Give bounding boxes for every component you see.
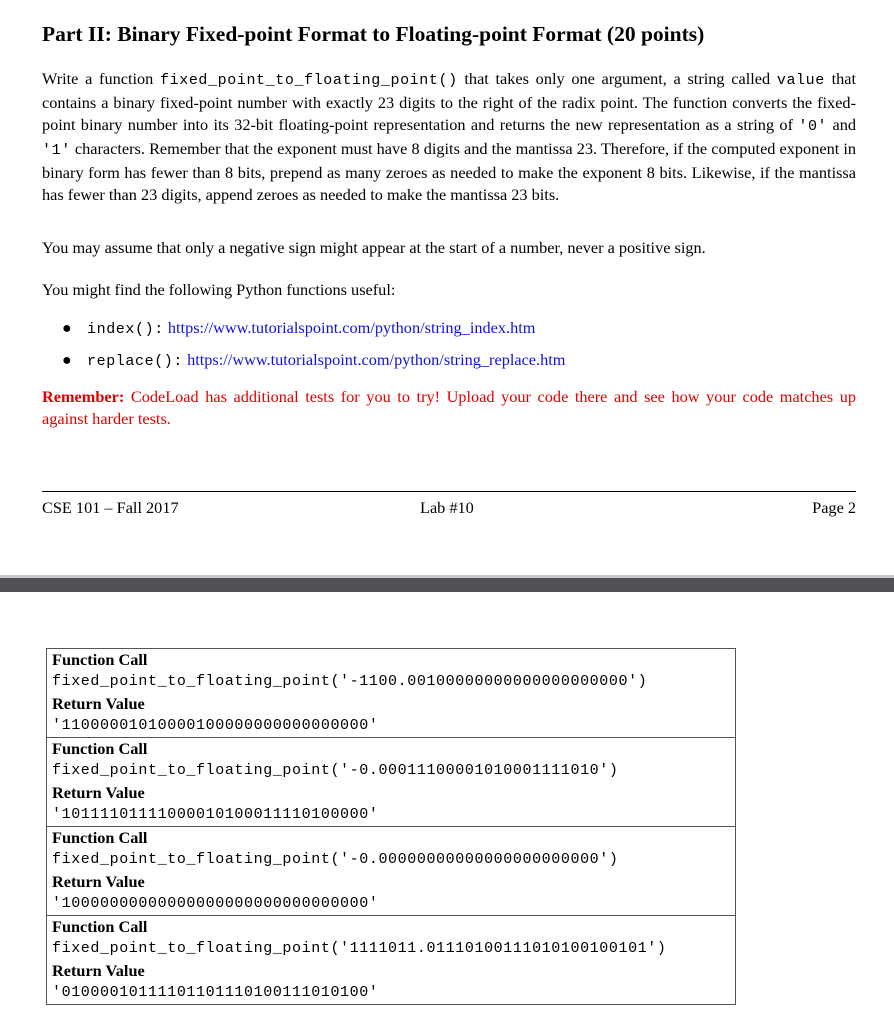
function-call-code: fixed_point_to_floating_point('-1100.00100000000000000000000') (52, 673, 648, 690)
return-value-label: Return Value (52, 961, 145, 980)
function-call-label: Function Call (52, 739, 148, 758)
return-value-label: Return Value (52, 694, 145, 713)
reference-link[interactable]: https://www.tutorialspoint.com/python/string_replace.htm (187, 350, 566, 369)
return-value-code: '01000010111101101110100111010100' (52, 984, 379, 1001)
example-block (47, 915, 735, 1004)
function-call-label: Function Call (52, 828, 148, 847)
function-name: fixed_point_to_floating_point() (160, 72, 458, 89)
function-call-code: fixed_point_to_floating_point('-0.00000000000000000000000') (52, 851, 619, 868)
footer-rule (42, 491, 856, 492)
bullet-icon: ● (62, 352, 72, 369)
footer-page-number: Page 2 (812, 498, 856, 517)
reference-link[interactable]: https://www.tutorialspoint.com/python/string_index.htm (167, 318, 536, 337)
useful-functions-intro: You might find the following Python functions useful: (42, 280, 396, 299)
page-divider (0, 578, 894, 592)
footer-course: CSE 101 – Fall 2017 (42, 498, 179, 517)
remember-note: Remember: CodeLoad has additional tests for you to try! Upload your code there and see how your code matches up against harder tests. (42, 387, 856, 428)
example-block (47, 826, 735, 915)
function-ref: index(): (87, 321, 164, 338)
remember-label: Remember: (42, 387, 125, 406)
return-value-label: Return Value (52, 872, 145, 891)
examples-table (46, 648, 736, 1005)
function-call-code: fixed_point_to_floating_point('-0.00011100001010001111010') (52, 762, 619, 779)
function-call-label: Function Call (52, 650, 148, 669)
function-ref: replace(): (87, 353, 184, 370)
argument-name: value (776, 72, 825, 89)
intro-paragraph: Write a function fixed_point_to_floating_point() that takes only one argument, a string called value that contains a binary fixed-point number with exactly 23 digits to the right of the radix point. The function converts the fixed-point binary number into its 32-bit floating-point representation and returns the new representation as a string of '0' and '1' characters. Remember that the exponent must have 8 digits and the mantissa 23. Therefore, if the computed exponent in binary form has fewer than 8 bits, prepend as many zeroes as needed to make the exponent 8 bits. Likewise, if the mantissa has fewer than 23 digits, append zeroes as needed to make the mantissa 23 bits. (42, 69, 857, 204)
example-block (47, 649, 735, 737)
assumption-paragraph: You may assume that only a negative sign might appear at the start of a number, never a positive sign. (42, 238, 706, 257)
section-title: Part II: Binary Fixed-point Format to Floating-point Format (20 points) (42, 22, 705, 46)
useful-functions-list (62, 316, 565, 380)
return-value-code: '11000001010000100000000000000000' (52, 717, 379, 734)
example-block (47, 737, 735, 826)
function-call-label: Function Call (52, 917, 148, 936)
return-value-code: '10111101111000010100011110100000' (52, 806, 379, 823)
bullet-icon: ● (62, 320, 72, 337)
function-call-code: fixed_point_to_floating_point('1111011.01110100111010100100101') (52, 940, 667, 957)
list-item (62, 316, 565, 348)
footer-lab: Lab #10 (420, 498, 474, 517)
return-value-label: Return Value (52, 783, 145, 802)
list-item (62, 348, 565, 380)
return-value-code: '10000000000000000000000000000000' (52, 895, 379, 912)
